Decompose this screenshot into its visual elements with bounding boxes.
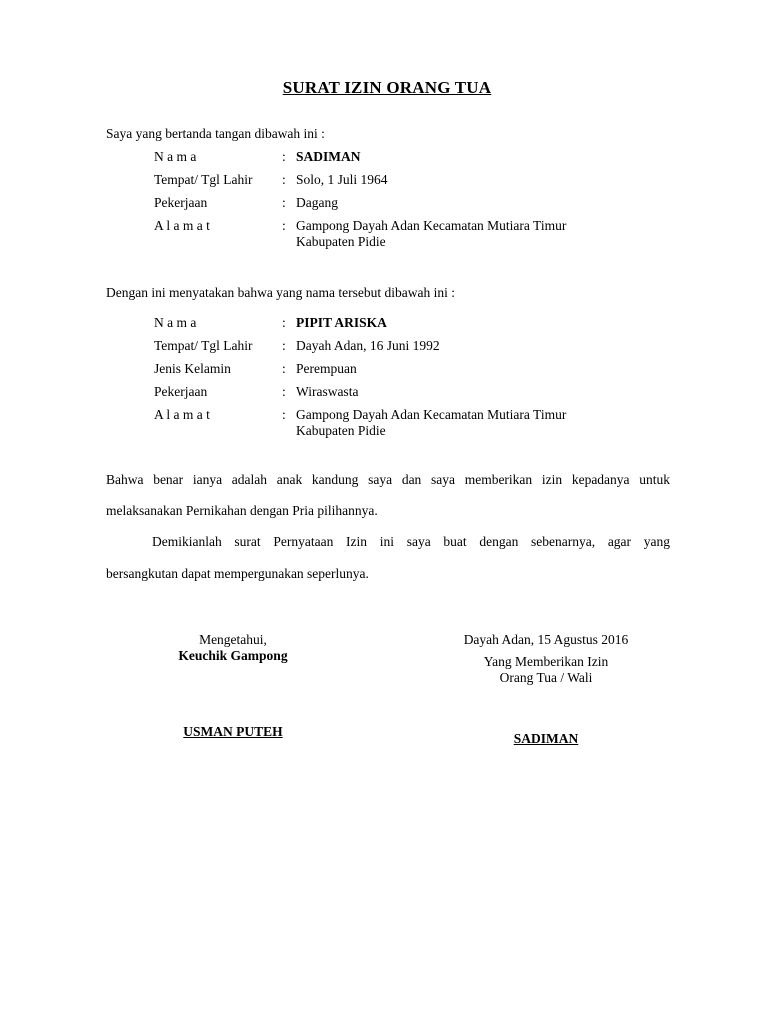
field-colon: : <box>282 149 286 164</box>
field-value: Perempuan <box>296 361 357 376</box>
field-value: SADIMAN <box>296 149 361 164</box>
body-paragraph-2-line-2: bersangkutan dapat mempergunakan seperlunya. <box>106 566 369 581</box>
field-value: PIPIT ARISKA <box>296 315 387 330</box>
field-label: N a m a <box>154 149 197 164</box>
child-row-gender <box>154 361 674 384</box>
field-colon: : <box>282 338 286 353</box>
child-row-birth <box>154 338 674 361</box>
child-table <box>154 315 674 447</box>
field-colon: : <box>282 218 286 233</box>
village-head-title: Keuchik Gampong <box>178 648 288 663</box>
child-row-address <box>154 407 674 447</box>
field-label: Pekerjaan <box>154 195 208 210</box>
guardian-label: Orang Tua / Wali <box>499 670 593 685</box>
field-label: A l a m a t <box>154 218 210 233</box>
field-value: Dagang <box>296 195 338 210</box>
field-colon: : <box>282 384 286 399</box>
body-paragraph-2-line-1: Demikianlah surat Pernyataan Izin ini saya buat dengan sebenarnya, agar yang <box>152 534 670 549</box>
parent-row-address <box>154 218 674 258</box>
left-signatory-name: USMAN PUTEH <box>183 724 283 739</box>
body-paragraph-1-line-1: Bahwa benar ianya adalah anak kandung saya dan saya memberikan izin kepadanya untuk <box>106 472 670 487</box>
address-line-2: Kabupaten Pidie <box>296 234 386 249</box>
field-label: Tempat/ Tgl Lahir <box>154 338 253 353</box>
right-signature-block <box>426 654 666 686</box>
statement-text: Dengan ini menyatakan bahwa yang nama tersebut dibawah ini : <box>106 285 456 300</box>
place-date: Dayah Adan, 15 Agustus 2016 <box>463 632 629 647</box>
parent-table <box>154 149 674 258</box>
field-colon: : <box>282 361 286 376</box>
parent-row-name <box>154 149 674 172</box>
child-row-name <box>154 315 674 338</box>
field-label: Pekerjaan <box>154 384 208 399</box>
field-label: Jenis Kelamin <box>154 361 231 376</box>
left-signature-block <box>133 632 333 664</box>
field-value <box>296 407 656 447</box>
field-value: Dayah Adan, 16 Juni 1992 <box>296 338 440 353</box>
acknowledged-label: Mengetahui, <box>199 632 267 647</box>
field-colon: : <box>282 407 286 422</box>
parent-row-job <box>154 195 674 218</box>
field-value: Wiraswasta <box>296 384 359 399</box>
address-line-1: Gampong Dayah Adan Kecamatan Mutiara Timur <box>296 218 567 233</box>
child-row-job <box>154 384 674 407</box>
field-value <box>296 218 656 258</box>
parent-row-birth <box>154 172 674 195</box>
consent-giver-label: Yang Memberikan Izin <box>483 654 609 669</box>
body-paragraph-1-line-2: melaksanakan Pernikahan dengan Pria pilihannya. <box>106 503 378 518</box>
field-label: N a m a <box>154 315 197 330</box>
letter-title: SURAT IZIN ORANG TUA <box>282 78 492 97</box>
right-signatory-name: SADIMAN <box>513 731 579 746</box>
field-value: Solo, 1 Juli 1964 <box>296 172 388 187</box>
address-line-1: Gampong Dayah Adan Kecamatan Mutiara Timur <box>296 407 567 422</box>
field-colon: : <box>282 195 286 210</box>
field-label: Tempat/ Tgl Lahir <box>154 172 253 187</box>
field-colon: : <box>282 172 286 187</box>
intro-text: Saya yang bertanda tangan dibawah ini : <box>106 126 325 141</box>
address-line-2: Kabupaten Pidie <box>296 423 386 438</box>
field-colon: : <box>282 315 286 330</box>
field-label: A l a m a t <box>154 407 210 422</box>
